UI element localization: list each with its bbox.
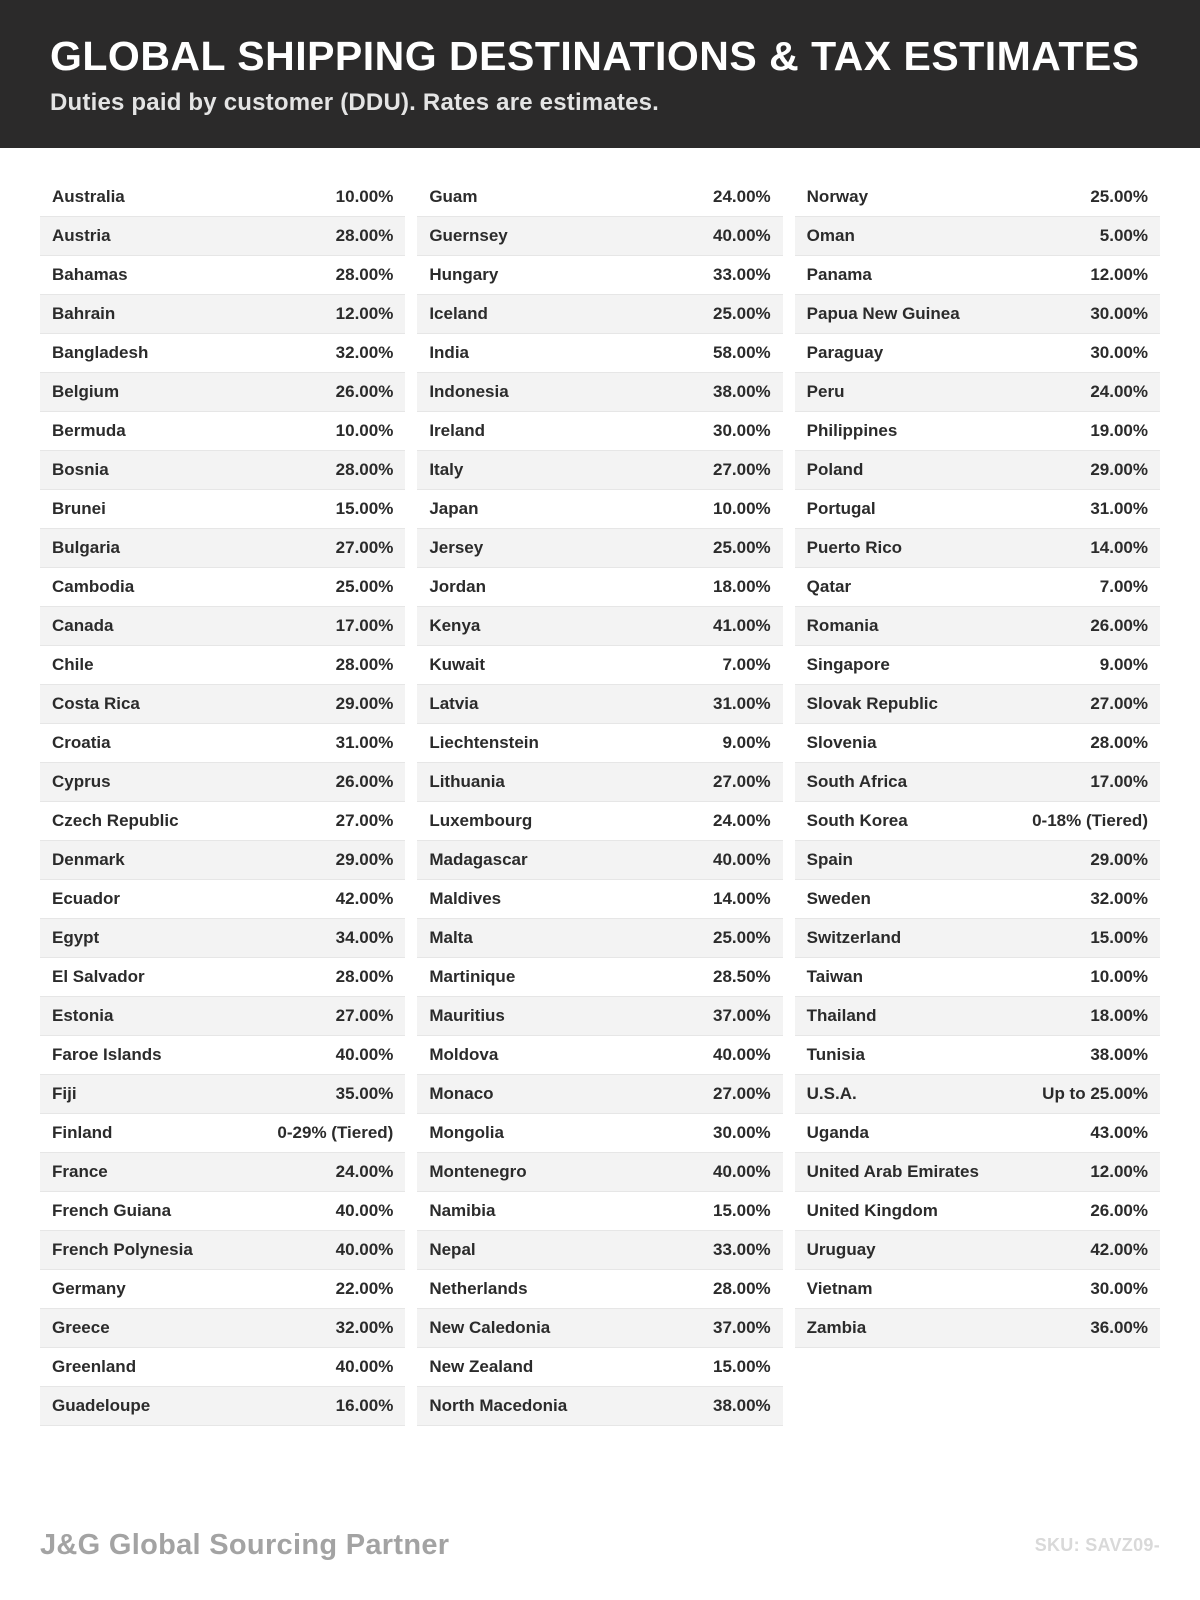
tax-rate: 33.00% (712, 265, 771, 284)
country-name: Malta (429, 928, 473, 947)
table-row (40, 490, 405, 529)
tax-rate: 9.00% (1099, 655, 1148, 674)
country-name: Chile (52, 655, 94, 674)
table-row (795, 646, 1160, 685)
tax-rate: 33.00% (712, 1240, 771, 1259)
tax-rate: 27.00% (335, 1006, 394, 1025)
table-row (40, 334, 405, 373)
tax-rate: 9.00% (722, 733, 771, 752)
table-row (795, 568, 1160, 607)
table-row (417, 451, 782, 490)
country-name: Martinique (429, 967, 516, 986)
tax-rate: 32.00% (335, 1318, 394, 1337)
table-row (40, 217, 405, 256)
table-row (795, 1270, 1160, 1309)
table-row (40, 1231, 405, 1270)
country-name: Croatia (52, 733, 111, 752)
table-row (40, 724, 405, 763)
tax-rate: 35.00% (335, 1084, 394, 1103)
table-row (417, 997, 782, 1036)
tax-rate: 40.00% (335, 1045, 394, 1064)
country-name: Germany (52, 1279, 126, 1298)
tax-rate: 36.00% (1090, 1318, 1148, 1337)
country-name: U.S.A. (806, 1084, 857, 1103)
country-name: Slovenia (806, 733, 877, 752)
tax-rate: 10.00% (712, 499, 771, 518)
country-name: India (429, 343, 469, 362)
country-name: Denmark (52, 850, 125, 869)
tax-rate: 14.00% (1090, 538, 1148, 557)
tax-rate: 28.00% (335, 655, 394, 674)
tax-rate: 26.00% (1090, 616, 1148, 635)
tax-rate: 31.00% (712, 694, 771, 713)
country-name: Switzerland (806, 928, 902, 947)
country-name: Faroe Islands (52, 1045, 162, 1064)
table-row (40, 958, 405, 997)
country-name: Bahrain (52, 304, 116, 323)
country-name: Montenegro (429, 1162, 527, 1181)
table-row (40, 685, 405, 724)
tax-rate: 43.00% (1090, 1123, 1148, 1142)
table-row (40, 997, 405, 1036)
country-name: Vietnam (806, 1279, 873, 1298)
table-row (417, 1114, 782, 1153)
tax-rate: 32.00% (1090, 889, 1148, 908)
tax-rate: 30.00% (1090, 1279, 1148, 1298)
country-name: Uruguay (806, 1240, 876, 1259)
country-name: Spain (806, 850, 853, 869)
table-row (40, 919, 405, 958)
table-row (795, 256, 1160, 295)
country-name: Maldives (429, 889, 502, 908)
tax-rate: 27.00% (335, 811, 394, 830)
country-name: Uganda (806, 1123, 869, 1142)
tax-rate: 28.00% (335, 265, 394, 284)
country-name: Greece (52, 1318, 110, 1337)
tax-rate: 12.00% (1090, 265, 1148, 284)
country-name: Romania (806, 616, 879, 635)
table-row (417, 1153, 782, 1192)
country-name: Bosnia (52, 460, 109, 479)
table-row (417, 373, 782, 412)
country-name: Monaco (429, 1084, 494, 1103)
country-name: Luxembourg (429, 811, 533, 830)
tax-rate: 26.00% (335, 382, 394, 401)
table-row (795, 334, 1160, 373)
table-row (795, 919, 1160, 958)
table-row (795, 763, 1160, 802)
sku-label: SKU: SAVZ09- (1034, 1535, 1160, 1555)
country-name: Oman (806, 226, 855, 245)
table-row (40, 1075, 405, 1114)
country-name: Bulgaria (52, 538, 121, 557)
table-row (40, 1153, 405, 1192)
table-row (40, 451, 405, 490)
tax-rate: 31.00% (1090, 499, 1148, 518)
country-name: Philippines (806, 421, 898, 440)
country-name: Tunisia (806, 1045, 865, 1064)
country-name: Bangladesh (52, 343, 149, 362)
table-row (795, 607, 1160, 646)
country-name: Austria (52, 226, 111, 245)
table-row (795, 1309, 1160, 1348)
tax-rate: 40.00% (712, 850, 771, 869)
tax-rate: 37.00% (712, 1318, 771, 1337)
tax-rate: 18.00% (1090, 1006, 1148, 1025)
table-row (40, 529, 405, 568)
table-row (795, 373, 1160, 412)
table-row (795, 958, 1160, 997)
tax-rate: 25.00% (335, 577, 394, 596)
tax-rate: 7.00% (1099, 577, 1148, 596)
tax-rate: 15.00% (335, 499, 394, 518)
table-row (40, 1270, 405, 1309)
table-row (795, 1036, 1160, 1075)
tax-rate: 40.00% (335, 1201, 394, 1220)
tax-rate: 15.00% (712, 1201, 771, 1220)
rates-column-2 (417, 178, 782, 1426)
table-row (795, 1231, 1160, 1270)
country-name: Sweden (806, 889, 871, 908)
tax-rate: 18.00% (712, 577, 771, 596)
country-name: Bahamas (52, 265, 128, 284)
country-name: French Polynesia (52, 1240, 193, 1259)
country-name: New Caledonia (429, 1318, 551, 1337)
tax-rate: 27.00% (335, 538, 394, 557)
table-row (40, 880, 405, 919)
country-name: Norway (806, 187, 869, 206)
table-row (795, 1192, 1160, 1231)
country-name: Italy (429, 460, 464, 479)
country-name: Hungary (429, 265, 499, 284)
tax-rate: 27.00% (712, 1084, 771, 1103)
country-name: Guadeloupe (52, 1396, 151, 1415)
table-row (417, 958, 782, 997)
table-row (795, 217, 1160, 256)
table-row (417, 646, 782, 685)
table-row (417, 529, 782, 568)
tax-rate: 30.00% (712, 1123, 771, 1142)
table-row (795, 1114, 1160, 1153)
tax-rate: 12.00% (1090, 1162, 1148, 1181)
tax-rate: 16.00% (335, 1396, 394, 1415)
table-row (795, 451, 1160, 490)
tax-rate: 32.00% (335, 343, 394, 362)
table-row (40, 1387, 405, 1426)
tax-rate: 14.00% (712, 889, 771, 908)
tax-rate: 24.00% (712, 187, 771, 206)
country-name: Mongolia (429, 1123, 504, 1142)
table-row (417, 607, 782, 646)
country-name: Fiji (52, 1084, 77, 1103)
table-row (40, 1192, 405, 1231)
tax-rate: 28.00% (712, 1279, 771, 1298)
table-row (40, 1114, 405, 1153)
country-name: Latvia (429, 694, 479, 713)
table-row (40, 1348, 405, 1387)
brand-name: J&G Global Sourcing Partner (40, 1529, 450, 1561)
country-name: Jersey (429, 538, 484, 557)
table-row (40, 1036, 405, 1075)
table-row (417, 1387, 782, 1426)
country-name: Guernsey (429, 226, 508, 245)
table-row (40, 646, 405, 685)
country-name: Costa Rica (52, 694, 140, 713)
tax-rate: 25.00% (712, 538, 771, 557)
table-row (40, 295, 405, 334)
table-row (417, 685, 782, 724)
table-row (40, 1309, 405, 1348)
tax-rate: 17.00% (335, 616, 394, 635)
tax-rate: 24.00% (712, 811, 771, 830)
table-row (417, 490, 782, 529)
country-name: Canada (52, 616, 114, 635)
country-name: Kenya (429, 616, 481, 635)
table-row (795, 685, 1160, 724)
tax-rate: 24.00% (335, 1162, 394, 1181)
rates-column-3 (795, 178, 1160, 1348)
tax-rate: 0-18% (Tiered) (1032, 811, 1148, 830)
tax-rate: 28.00% (335, 226, 394, 245)
country-name: Brunei (52, 499, 106, 518)
country-name: Australia (52, 187, 125, 206)
tax-rate: 29.00% (335, 694, 394, 713)
tax-rate: 26.00% (1090, 1201, 1148, 1220)
tax-rate: 42.00% (1090, 1240, 1148, 1259)
country-name: El Salvador (52, 967, 145, 986)
country-name: Singapore (806, 655, 890, 674)
country-name: South Korea (806, 811, 908, 830)
table-row (417, 841, 782, 880)
country-name: South Africa (806, 772, 908, 791)
table-row (40, 412, 405, 451)
tax-rate: 42.00% (335, 889, 394, 908)
tax-rate: 0-29% (Tiered) (277, 1123, 394, 1142)
country-name: Czech Republic (52, 811, 179, 830)
country-name: Taiwan (806, 967, 864, 986)
country-name: Mauritius (429, 1006, 505, 1025)
table-row (417, 1231, 782, 1270)
tax-rate: 25.00% (712, 928, 771, 947)
table-row (417, 1192, 782, 1231)
tax-rate: 41.00% (712, 616, 771, 635)
table-row (795, 880, 1160, 919)
tax-rate: 17.00% (1090, 772, 1148, 791)
tax-rate: 40.00% (335, 1357, 394, 1376)
table-row (40, 841, 405, 880)
tax-rate: 29.00% (335, 850, 394, 869)
country-name: Iceland (429, 304, 488, 323)
tax-rate: 26.00% (335, 772, 394, 791)
country-name: Nepal (429, 1240, 476, 1259)
tax-rate: 27.00% (712, 772, 771, 791)
table-row (417, 256, 782, 295)
table-row (40, 568, 405, 607)
country-name: France (52, 1162, 108, 1181)
country-name: Liechtenstein (429, 733, 539, 752)
country-name: Papua New Guinea (806, 304, 960, 323)
tax-rate: 10.00% (335, 421, 394, 440)
table-row (417, 178, 782, 217)
country-name: Finland (52, 1123, 113, 1142)
tax-rates-table (0, 148, 1200, 1426)
tax-rate: 34.00% (335, 928, 394, 947)
table-row (417, 412, 782, 451)
tax-rate: 22.00% (335, 1279, 394, 1298)
tax-rate: 27.00% (712, 460, 771, 479)
country-name: New Zealand (429, 1357, 534, 1376)
tax-rate: 40.00% (712, 226, 771, 245)
table-row (417, 1348, 782, 1387)
tax-rate: 30.00% (1090, 343, 1148, 362)
table-row (40, 178, 405, 217)
tax-rate: 28.00% (1090, 733, 1148, 752)
country-name: Egypt (52, 928, 100, 947)
table-row (795, 841, 1160, 880)
tax-rate: 7.00% (722, 655, 771, 674)
country-name: United Arab Emirates (806, 1162, 979, 1181)
tax-rate: 29.00% (1090, 850, 1148, 869)
table-row (40, 256, 405, 295)
table-row (795, 724, 1160, 763)
country-name: Ecuador (52, 889, 121, 908)
table-row (417, 763, 782, 802)
table-row (795, 1075, 1160, 1114)
tax-rate: 27.00% (1090, 694, 1148, 713)
country-name: Netherlands (429, 1279, 528, 1298)
table-row (417, 1309, 782, 1348)
country-name: Belgium (52, 382, 120, 401)
tax-rate: 10.00% (1090, 967, 1148, 986)
tax-rate: 30.00% (712, 421, 771, 440)
table-row (417, 217, 782, 256)
country-name: Greenland (52, 1357, 137, 1376)
country-name: French Guiana (52, 1201, 172, 1220)
tax-rate: 12.00% (335, 304, 394, 323)
rates-column-1 (40, 178, 405, 1426)
country-name: Kuwait (429, 655, 486, 674)
country-name: Paraguay (806, 343, 884, 362)
country-name: Panama (806, 265, 872, 284)
tax-rate: 5.00% (1099, 226, 1148, 245)
table-row (417, 568, 782, 607)
page-title: GLOBAL SHIPPING DESTINATIONS & TAX ESTIMATES (50, 33, 1140, 79)
table-row (795, 295, 1160, 334)
table-row (417, 724, 782, 763)
country-name: Qatar (806, 577, 852, 596)
country-name: Puerto Rico (806, 538, 903, 557)
table-row (417, 880, 782, 919)
table-row (417, 334, 782, 373)
table-row (795, 490, 1160, 529)
country-name: North Macedonia (429, 1396, 568, 1415)
tax-rate: 30.00% (1090, 304, 1148, 323)
tax-rate: 31.00% (335, 733, 394, 752)
tax-rate: 24.00% (1090, 382, 1148, 401)
table-row (795, 997, 1160, 1036)
tax-rate: 28.50% (712, 967, 771, 986)
header (0, 0, 1200, 148)
table-row (795, 802, 1160, 841)
table-row (795, 412, 1160, 451)
tax-rate: 58.00% (712, 343, 771, 362)
tax-rate: 40.00% (335, 1240, 394, 1259)
country-name: Portugal (806, 499, 876, 518)
country-name: Moldova (429, 1045, 499, 1064)
table-row (40, 373, 405, 412)
footer (40, 1529, 1160, 1562)
table-row (795, 529, 1160, 568)
tax-rate: 19.00% (1090, 421, 1148, 440)
table-row (40, 802, 405, 841)
tax-rate: 25.00% (1090, 187, 1148, 206)
country-name: Cambodia (52, 577, 135, 596)
tax-rate: 40.00% (712, 1162, 771, 1181)
tax-rate: 38.00% (712, 1396, 771, 1415)
country-name: Madagascar (429, 850, 528, 869)
tax-rate: 28.00% (335, 460, 394, 479)
table-row (40, 607, 405, 646)
table-row (417, 919, 782, 958)
country-name: Japan (429, 499, 479, 518)
tax-rate: 40.00% (712, 1045, 771, 1064)
table-row (417, 1036, 782, 1075)
country-name: Jordan (429, 577, 487, 596)
table-row (417, 1270, 782, 1309)
tax-rate: Up to 25.00% (1042, 1084, 1148, 1103)
table-row (795, 1153, 1160, 1192)
country-name: Cyprus (52, 772, 111, 791)
tax-rate: 15.00% (712, 1357, 771, 1376)
country-name: Guam (429, 187, 478, 206)
tax-rate: 28.00% (335, 967, 394, 986)
page-subtitle: Duties paid by customer (DDU). Rates are estimates. (50, 89, 660, 117)
tax-rate: 25.00% (712, 304, 771, 323)
country-name: Ireland (429, 421, 486, 440)
tax-rate: 38.00% (712, 382, 771, 401)
table-row (417, 1075, 782, 1114)
table-row (417, 802, 782, 841)
country-name: United Kingdom (806, 1201, 938, 1220)
table-row (795, 178, 1160, 217)
country-name: Slovak Republic (806, 694, 938, 713)
table-row (417, 295, 782, 334)
tax-rate: 10.00% (335, 187, 394, 206)
country-name: Lithuania (429, 772, 505, 791)
country-name: Zambia (806, 1318, 867, 1337)
tax-rate: 38.00% (1090, 1045, 1148, 1064)
country-name: Estonia (52, 1006, 114, 1025)
tax-rate: 15.00% (1090, 928, 1148, 947)
tax-rate: 29.00% (1090, 460, 1148, 479)
country-name: Bermuda (52, 421, 126, 440)
country-name: Thailand (806, 1006, 877, 1025)
country-name: Namibia (429, 1201, 496, 1220)
country-name: Indonesia (429, 382, 509, 401)
country-name: Peru (806, 382, 845, 401)
country-name: Poland (806, 460, 864, 479)
tax-rate: 37.00% (712, 1006, 771, 1025)
table-row (40, 763, 405, 802)
